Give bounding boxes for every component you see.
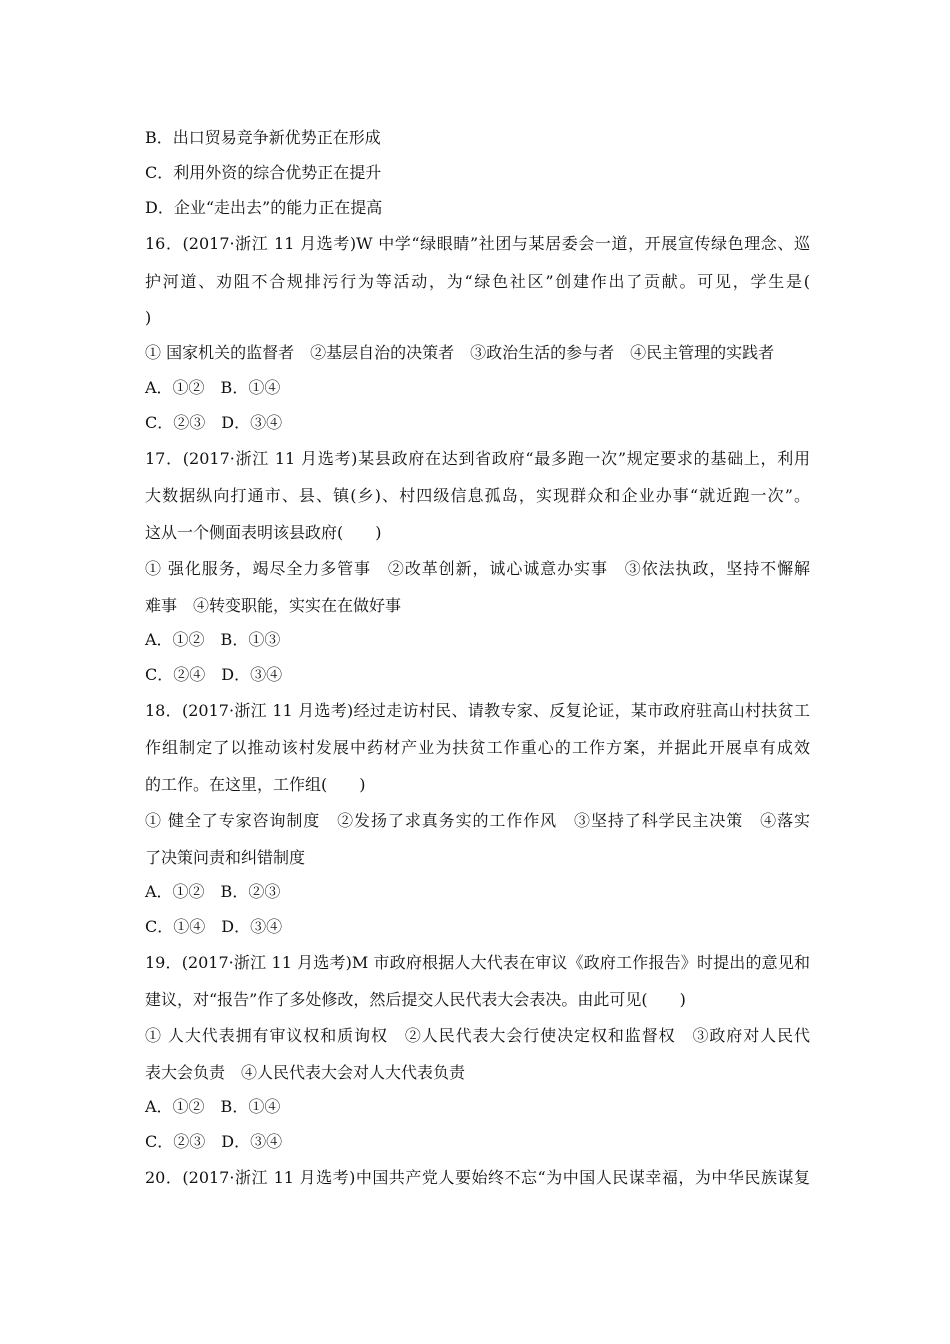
question-18-options-cd: C．①④ D．③④ bbox=[145, 917, 283, 936]
question-18-stem-line-3: 的工作。在这里，工作组( ) bbox=[145, 775, 366, 794]
question-17-statements-line-1: ① 强化服务，竭尽全力多管事 ②改革创新，诚心诚意办实事 ③依法执政，坚持不懈解 bbox=[145, 559, 810, 578]
question-19-stem-line-1: 19．(2017·浙江 11 月选考)M 市政府根据人大代表在审议《政府工作报告》时提出的意见和 bbox=[145, 953, 810, 972]
question-20-stem-line-1: 20．(2017·浙江 11 月选考)中国共产党人要始终不忘“为中国人民谋幸福，为中华民族谋复 bbox=[145, 1168, 810, 1187]
question-18-statements-line-1: ① 健全了专家咨询制度 ②发扬了求真务实的工作作风 ③坚持了科学民主决策 ④落实 bbox=[145, 811, 810, 830]
question-19-statements-line-1: ① 人大代表拥有审议权和质询权 ②人民代表大会行使决定权和监督权 ③政府对人民代 bbox=[145, 1026, 810, 1045]
option-d-q15: D．企业“走出去”的能力正在提高 bbox=[145, 198, 383, 217]
question-18-options-ab: A．①② B．②③ bbox=[145, 882, 281, 901]
question-18-stem-line-1: 18．(2017·浙江 11 月选考)经过走访村民、请教专家、反复论证，某市政府驻高山村扶贫工 bbox=[145, 701, 810, 720]
question-19-stem-line-2: 建议，对“报告”作了多处修改，然后提交人民代表大会表决。由此可见( ) bbox=[145, 990, 686, 1009]
question-16-stem-line-3: ) bbox=[145, 308, 152, 327]
question-17-stem-line-1: 17．(2017·浙江 11 月选考)某县政府在达到省政府“最多跑一次”规定要求的基础上，利用 bbox=[145, 449, 810, 468]
question-16-statements: ① 国家机关的监督者 ②基层自治的决策者 ③政治生活的参与者 ④民主管理的实践者 bbox=[145, 343, 775, 362]
question-17-stem-line-2: 大数据纵向打通市、县、镇(乡)、村四级信息孤岛，实现群众和企业办事“就近跑一次”。 bbox=[145, 486, 810, 505]
question-17-stem-line-3: 这从一个侧面表明该县政府( ) bbox=[145, 523, 382, 542]
question-18-statements-line-2: 了决策问责和纠错制度 bbox=[145, 848, 306, 867]
option-b-q15: B．出口贸易竞争新优势正在形成 bbox=[145, 128, 381, 147]
question-16-options-cd: C．②③ D．③④ bbox=[145, 413, 283, 432]
question-18-stem-line-2: 作组制定了以推动该村发展中药材产业为扶贫工作重心的工作方案，并据此开展卓有成效 bbox=[145, 738, 810, 757]
option-c-q15: C．利用外资的综合优势正在提升 bbox=[145, 163, 382, 182]
question-17-statements-line-2: 难事 ④转变职能，实实在在做好事 bbox=[145, 596, 402, 615]
question-17-options-ab: A．①② B．①③ bbox=[145, 630, 281, 649]
question-17-options-cd: C．②④ D．③④ bbox=[145, 665, 283, 684]
question-16-options-ab: A．①② B．①④ bbox=[145, 378, 281, 397]
question-19-statements-line-2: 表大会负责 ④人民代表大会对人大代表负责 bbox=[145, 1063, 466, 1082]
question-16-stem-line-1: 16．(2017·浙江 11 月选考)W 中学“绿眼睛”社团与某居委会一道，开展宣传绿色理念、巡 bbox=[145, 234, 810, 253]
question-19-options-cd: C．②③ D．③④ bbox=[145, 1132, 283, 1151]
question-19-options-ab: A．①② B．①④ bbox=[145, 1097, 281, 1116]
question-16-stem-line-2: 护河道、劝阻不合规排污行为等活动，为“绿色社区”创建作出了贡献。可见，学生是( bbox=[145, 272, 810, 291]
